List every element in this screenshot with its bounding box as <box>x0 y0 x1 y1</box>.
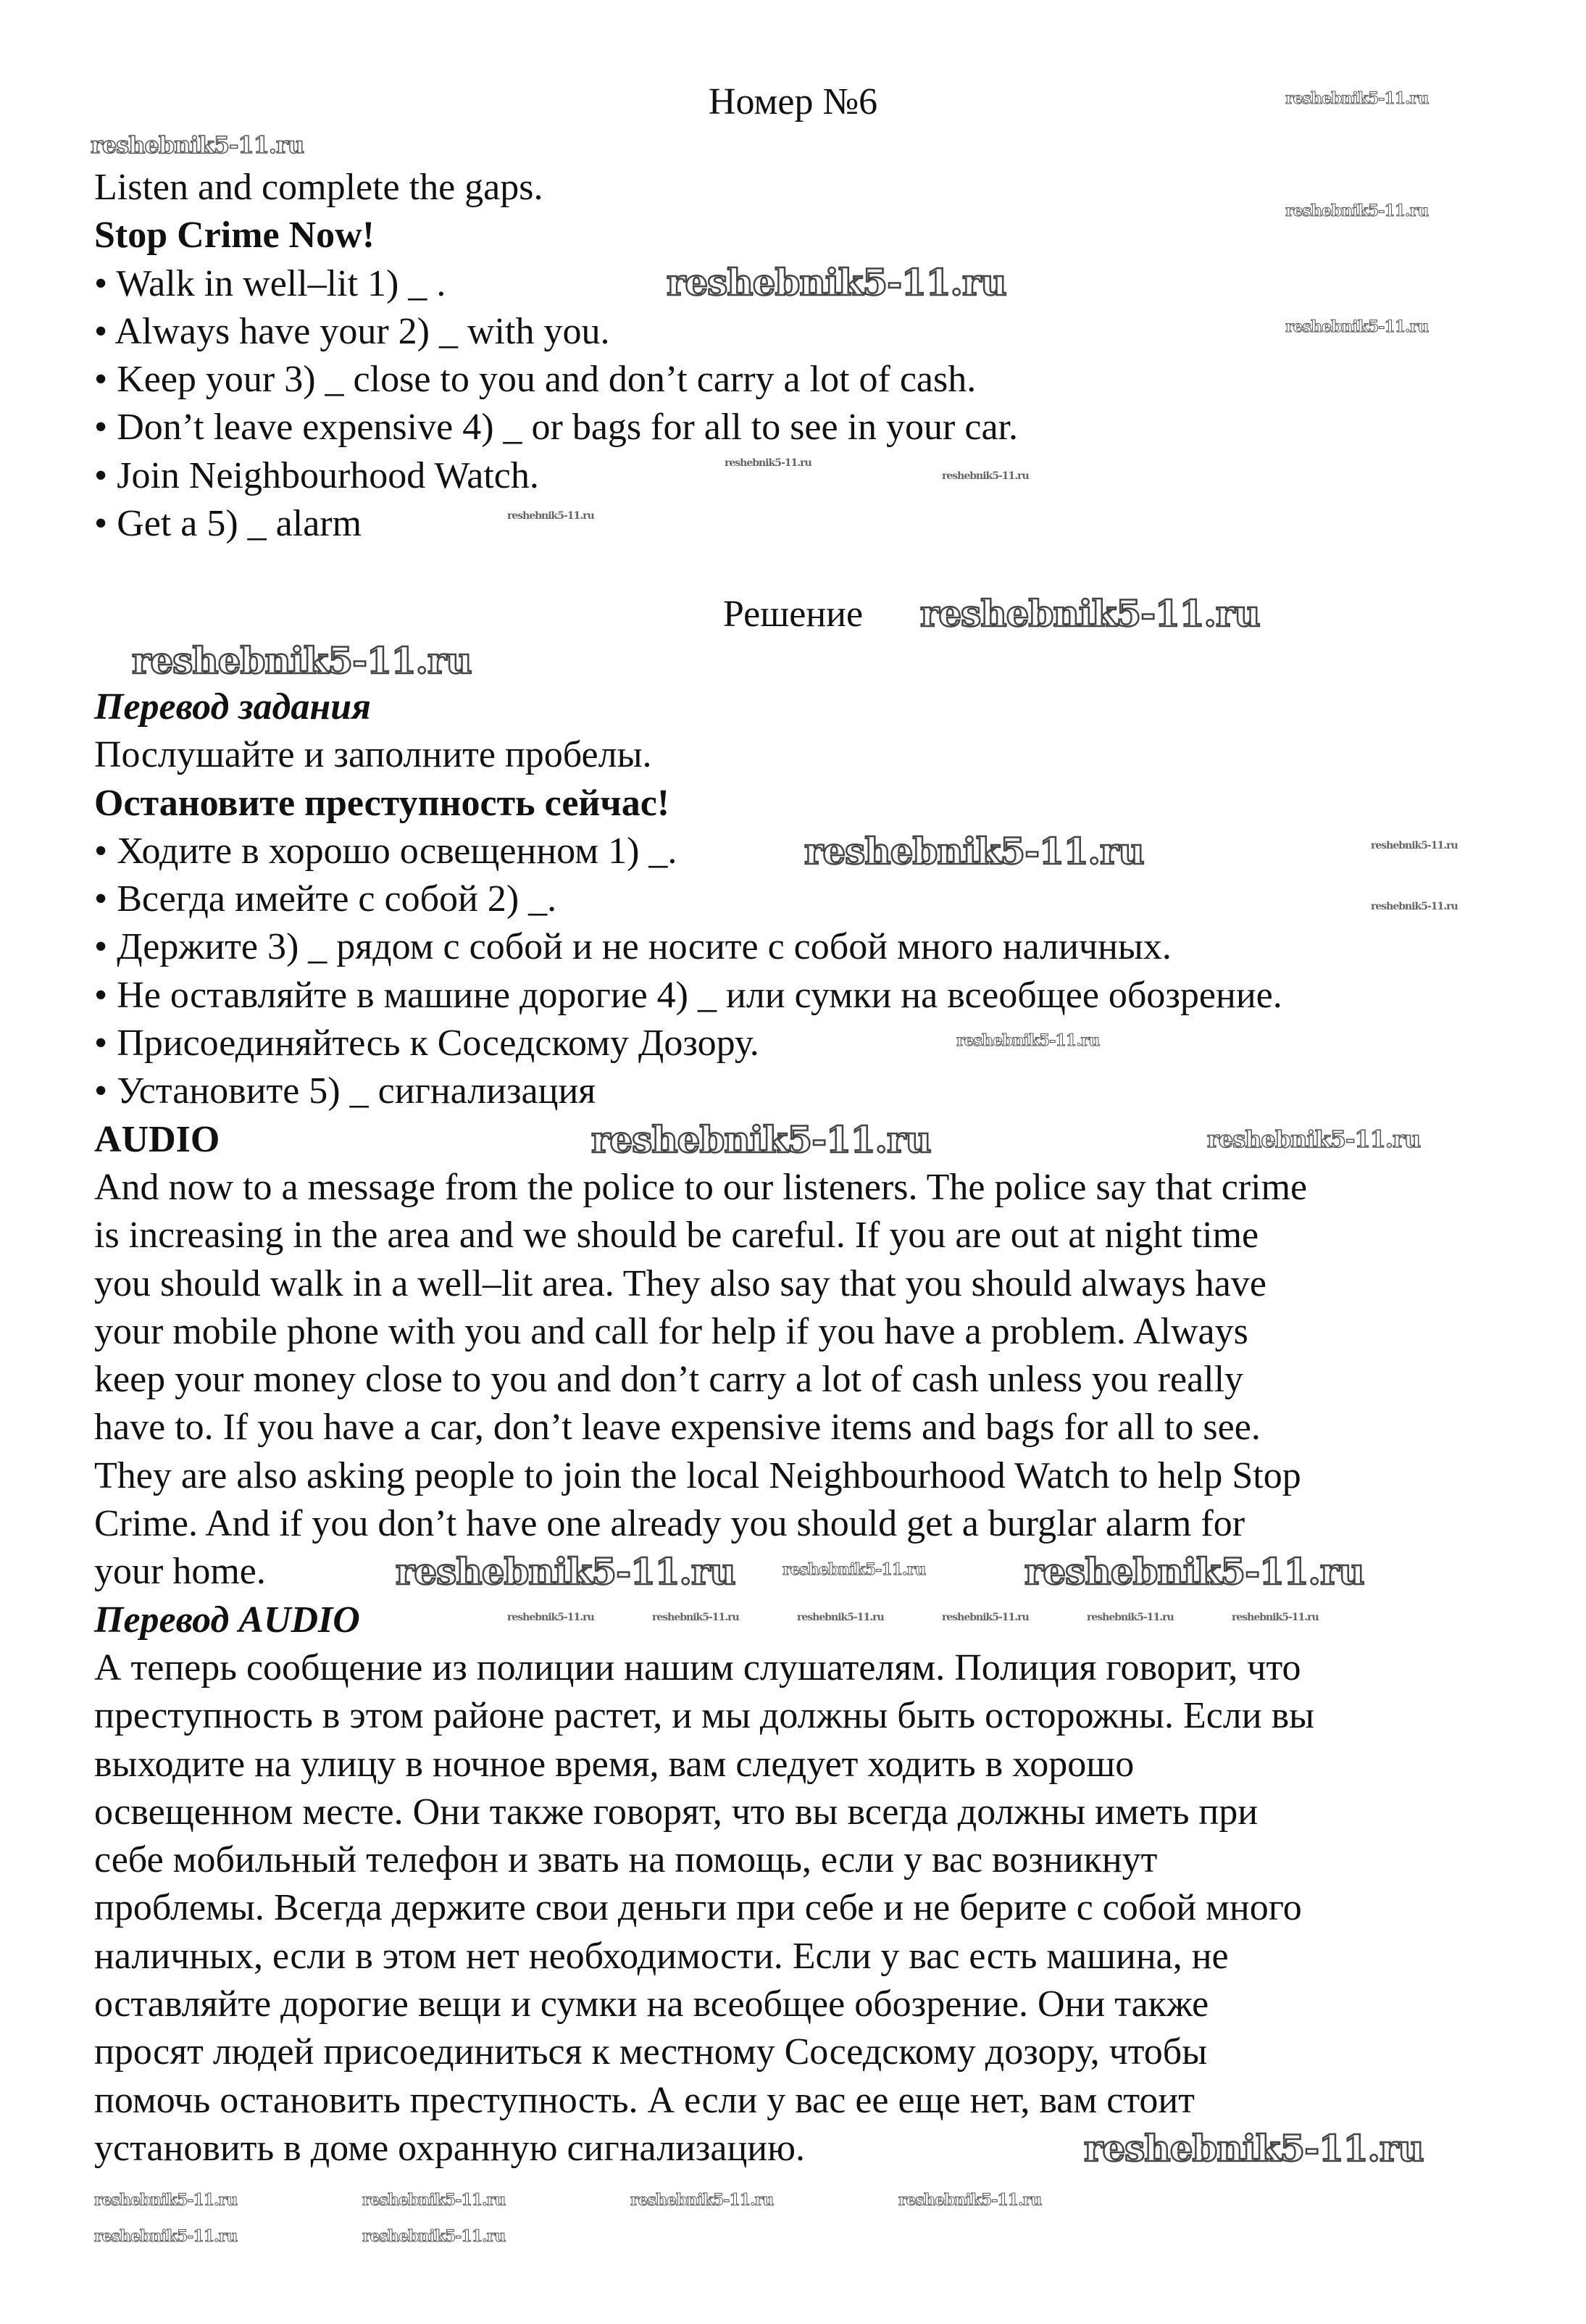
translation-item: • Всегда имейте с собой 2) _. <box>94 878 557 920</box>
solution-label: Решение <box>722 594 864 635</box>
watermark: reshebnik5-11.ru <box>942 470 1029 482</box>
audio-line: you should walk in a well–lit area. They also say that you should always have <box>94 1262 1266 1304</box>
watermark: reshebnik5-11.ru <box>362 2191 506 2210</box>
audio-translation-line: установить в доме охранную сигнализацию. <box>94 2127 805 2169</box>
watermark: reshebnik5-11.ru <box>91 131 304 159</box>
watermark: reshebnik5-11.ru <box>652 1612 739 1623</box>
audio-line: is increasing in the area and we should be careful. If you are out at night time <box>94 1215 1259 1257</box>
watermark: reshebnik5-11.ru <box>396 1550 735 1593</box>
watermark: reshebnik5-11.ru <box>591 1118 931 1161</box>
audio-translation-line: помочь остановить преступность. А если у вас ее еще нет, вам стоит <box>94 2079 1195 2121</box>
audio-line: your home. <box>94 1551 266 1593</box>
task-instruction: Listen and complete the gaps. <box>94 167 543 208</box>
solution-block <box>94 683 1514 2173</box>
task-item: • Walk in well–lit 1) _ . <box>94 262 446 304</box>
audio-line: have to. If you have a car, don’t leave expensive items and bags for all to see. <box>94 1407 1261 1449</box>
watermark: reshebnik5-11.ru <box>667 261 1006 304</box>
watermark: reshebnik5-11.ru <box>797 1612 884 1623</box>
translation-item: • Ходите в хорошо освещенном 1) _. <box>94 830 677 872</box>
translation-item: • Держите 3) _ рядом с собой и не носите с собой много наличных. <box>94 926 1172 968</box>
audio-translation-line: оставляйте дорогие вещи и сумки на всеобщее обозрение. Они также <box>94 1983 1209 2025</box>
watermark: reshebnik5-11.ru <box>898 2191 1042 2210</box>
task-item: • Don’t leave expensive 4) _ or bags for all to see in your car. <box>94 407 1018 449</box>
audio-line: They are also asking people to join the local Neighbourhood Watch to help Stop <box>94 1454 1301 1496</box>
audio-translation-line: выходите на улицу в ночное время, вам следует ходить в хорошо <box>94 1743 1135 1785</box>
watermark: reshebnik5-11.ru <box>1084 2127 1424 2170</box>
audio-translation-line: освещенном месте. Они также говорят, что вы всегда должны иметь при <box>94 1791 1259 1833</box>
watermark: reshebnik5-11.ru <box>1285 317 1429 336</box>
audio-translation-line: себе мобильный телефон и звать на помощь, если у вас возникнут <box>94 1839 1158 1881</box>
translation-item: • Установите 5) _ сигнализация <box>94 1070 596 1112</box>
audio-line: your mobile phone with you and call for help if you have a problem. Always <box>94 1310 1248 1352</box>
watermark: reshebnik5-11.ru <box>804 830 1144 872</box>
watermark: reshebnik5-11.ru <box>1232 1612 1319 1623</box>
translation-heading: Перевод задания <box>94 686 371 728</box>
task-item: • Join Neighbourhood Watch. <box>94 454 539 496</box>
watermark: reshebnik5-11.ru <box>630 2191 774 2210</box>
watermark: reshebnik5-11.ru <box>1285 201 1429 220</box>
audio-translation-line: А теперь сообщение из полиции нашим слушателям. Полиция говорит, что <box>94 1646 1301 1688</box>
task-heading: Stop Crime Now! <box>94 215 375 257</box>
audio-translation-heading: Перевод AUDIO <box>94 1599 360 1641</box>
watermark: reshebnik5-11.ru <box>1371 901 1458 912</box>
watermark: reshebnik5-11.ru <box>942 1612 1029 1623</box>
translation-item: • Не оставляйте в машине дорогие 4) _ или сумки на всеобщее обозрение. <box>94 974 1282 1016</box>
watermark: reshebnik5-11.ru <box>1207 1125 1421 1153</box>
task-item: • Always have your 2) _ with you. <box>94 310 610 352</box>
watermark: reshebnik5-11.ru <box>782 1560 926 1579</box>
translation-item: • Присоединяйтесь к Соседскому Дозору. <box>94 1023 759 1065</box>
translation-subheading: Остановите преступность сейчас! <box>94 782 670 824</box>
watermark: reshebnik5-11.ru <box>94 2227 238 2246</box>
task-item: • Keep your 3) _ close to you and don’t carry a lot of cash. <box>94 359 977 401</box>
watermark: reshebnik5-11.ru <box>94 2191 238 2210</box>
watermark: reshebnik5-11.ru <box>362 2227 506 2246</box>
watermark: reshebnik5-11.ru <box>132 639 472 682</box>
page-title-row <box>0 78 1586 126</box>
audio-line: keep your money close to you and don’t carry a lot of cash unless you really <box>94 1359 1244 1401</box>
watermark: reshebnik5-11.ru <box>1371 840 1458 851</box>
task-item: • Get a 5) _ alarm <box>94 503 362 545</box>
watermark: reshebnik5-11.ru <box>956 1031 1100 1050</box>
solution-label-row <box>0 591 1586 638</box>
audio-translation-line: проблемы. Всегда держите свои деньги при себе и не берите с собой много <box>94 1887 1302 1929</box>
watermark: reshebnik5-11.ru <box>1285 89 1429 108</box>
audio-line: And now to a message from the police to our listeners. The police say that crime <box>94 1166 1308 1208</box>
watermark: reshebnik5-11.ru <box>920 592 1260 635</box>
audio-translation-line: наличных, если в этом нет необходимости. Если у вас есть машина, не <box>94 1935 1229 1977</box>
page-title: Номер №6 <box>708 81 878 122</box>
audio-heading: AUDIO <box>94 1118 220 1160</box>
watermark: reshebnik5-11.ru <box>507 510 594 522</box>
task-block <box>94 164 1514 548</box>
watermark: reshebnik5-11.ru <box>1087 1612 1174 1623</box>
watermark: reshebnik5-11.ru <box>1024 1550 1364 1593</box>
translation-instruction: Послушайте и заполните пробелы. <box>94 734 652 776</box>
watermark: reshebnik5-11.ru <box>507 1612 594 1623</box>
watermark: reshebnik5-11.ru <box>725 457 811 469</box>
audio-translation-line: преступность в этом районе растет, и мы должны быть осторожны. Если вы <box>94 1695 1315 1737</box>
audio-translation-line: просят людей присоединиться к местному Соседскому дозору, чтобы <box>94 2031 1208 2073</box>
audio-line: Crime. And if you don’t have one already you should get a burglar alarm for <box>94 1503 1245 1545</box>
